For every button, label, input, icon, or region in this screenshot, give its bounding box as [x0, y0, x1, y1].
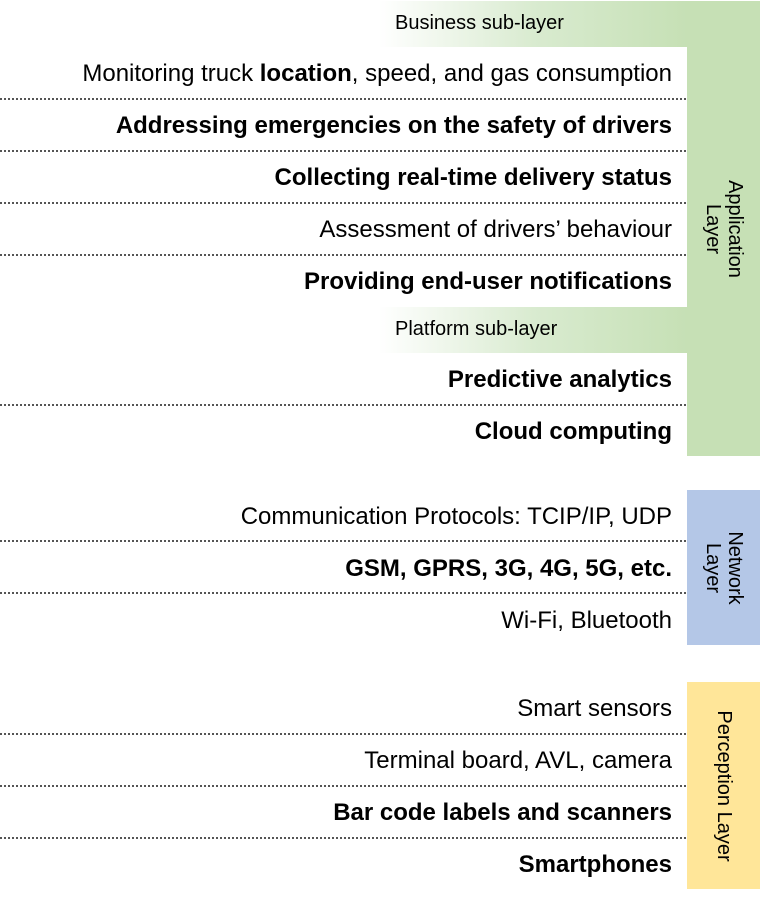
perception-item-4: Smartphones: [518, 851, 672, 878]
business-sublayer-header: [379, 1, 687, 47]
business-item-1-bold: location: [259, 60, 352, 87]
business-item-3: Collecting real-time delivery status: [274, 164, 672, 191]
perception-item-3: Bar code labels and scanners: [333, 799, 672, 826]
perception-layer-bar: [687, 682, 760, 889]
network-item-1: Communication Protocols: TCIP/IP, UDP: [240, 503, 672, 530]
business-item-1-pre: Monitoring truck: [82, 60, 260, 87]
business-sublayer-label: Business sub-layer: [395, 12, 564, 34]
network-item-3: Wi-Fi, Bluetooth: [501, 607, 672, 634]
business-item-1: [0, 47, 686, 99]
perception-layer-label: Perception Layer: [712, 709, 735, 862]
network-layer-bar: [687, 490, 760, 645]
business-item-4: Assessment of drivers’ behaviour: [319, 216, 672, 243]
application-layer-label: Application Layer: [701, 179, 746, 278]
network-item-2: GSM, GPRS, 3G, 4G, 5G, etc.: [345, 555, 672, 582]
platform-item-2: Cloud computing: [474, 418, 672, 445]
perception-item-1: Smart sensors: [517, 695, 672, 722]
network-layer-label: Network Layer: [701, 530, 746, 605]
platform-sublayer-label: Platform sub-layer: [395, 318, 558, 340]
application-layer-bar: [687, 1, 760, 456]
business-item-2: Addressing emergencies on the safety of drivers: [115, 112, 672, 139]
business-item-5: Providing end-user notifications: [303, 268, 672, 295]
platform-sublayer-header: [379, 307, 687, 353]
business-item-1-post: , speed, and gas consumption: [351, 60, 672, 87]
platform-item-1: Predictive analytics: [447, 366, 672, 393]
perception-item-2: Terminal board, AVL, camera: [364, 747, 672, 774]
